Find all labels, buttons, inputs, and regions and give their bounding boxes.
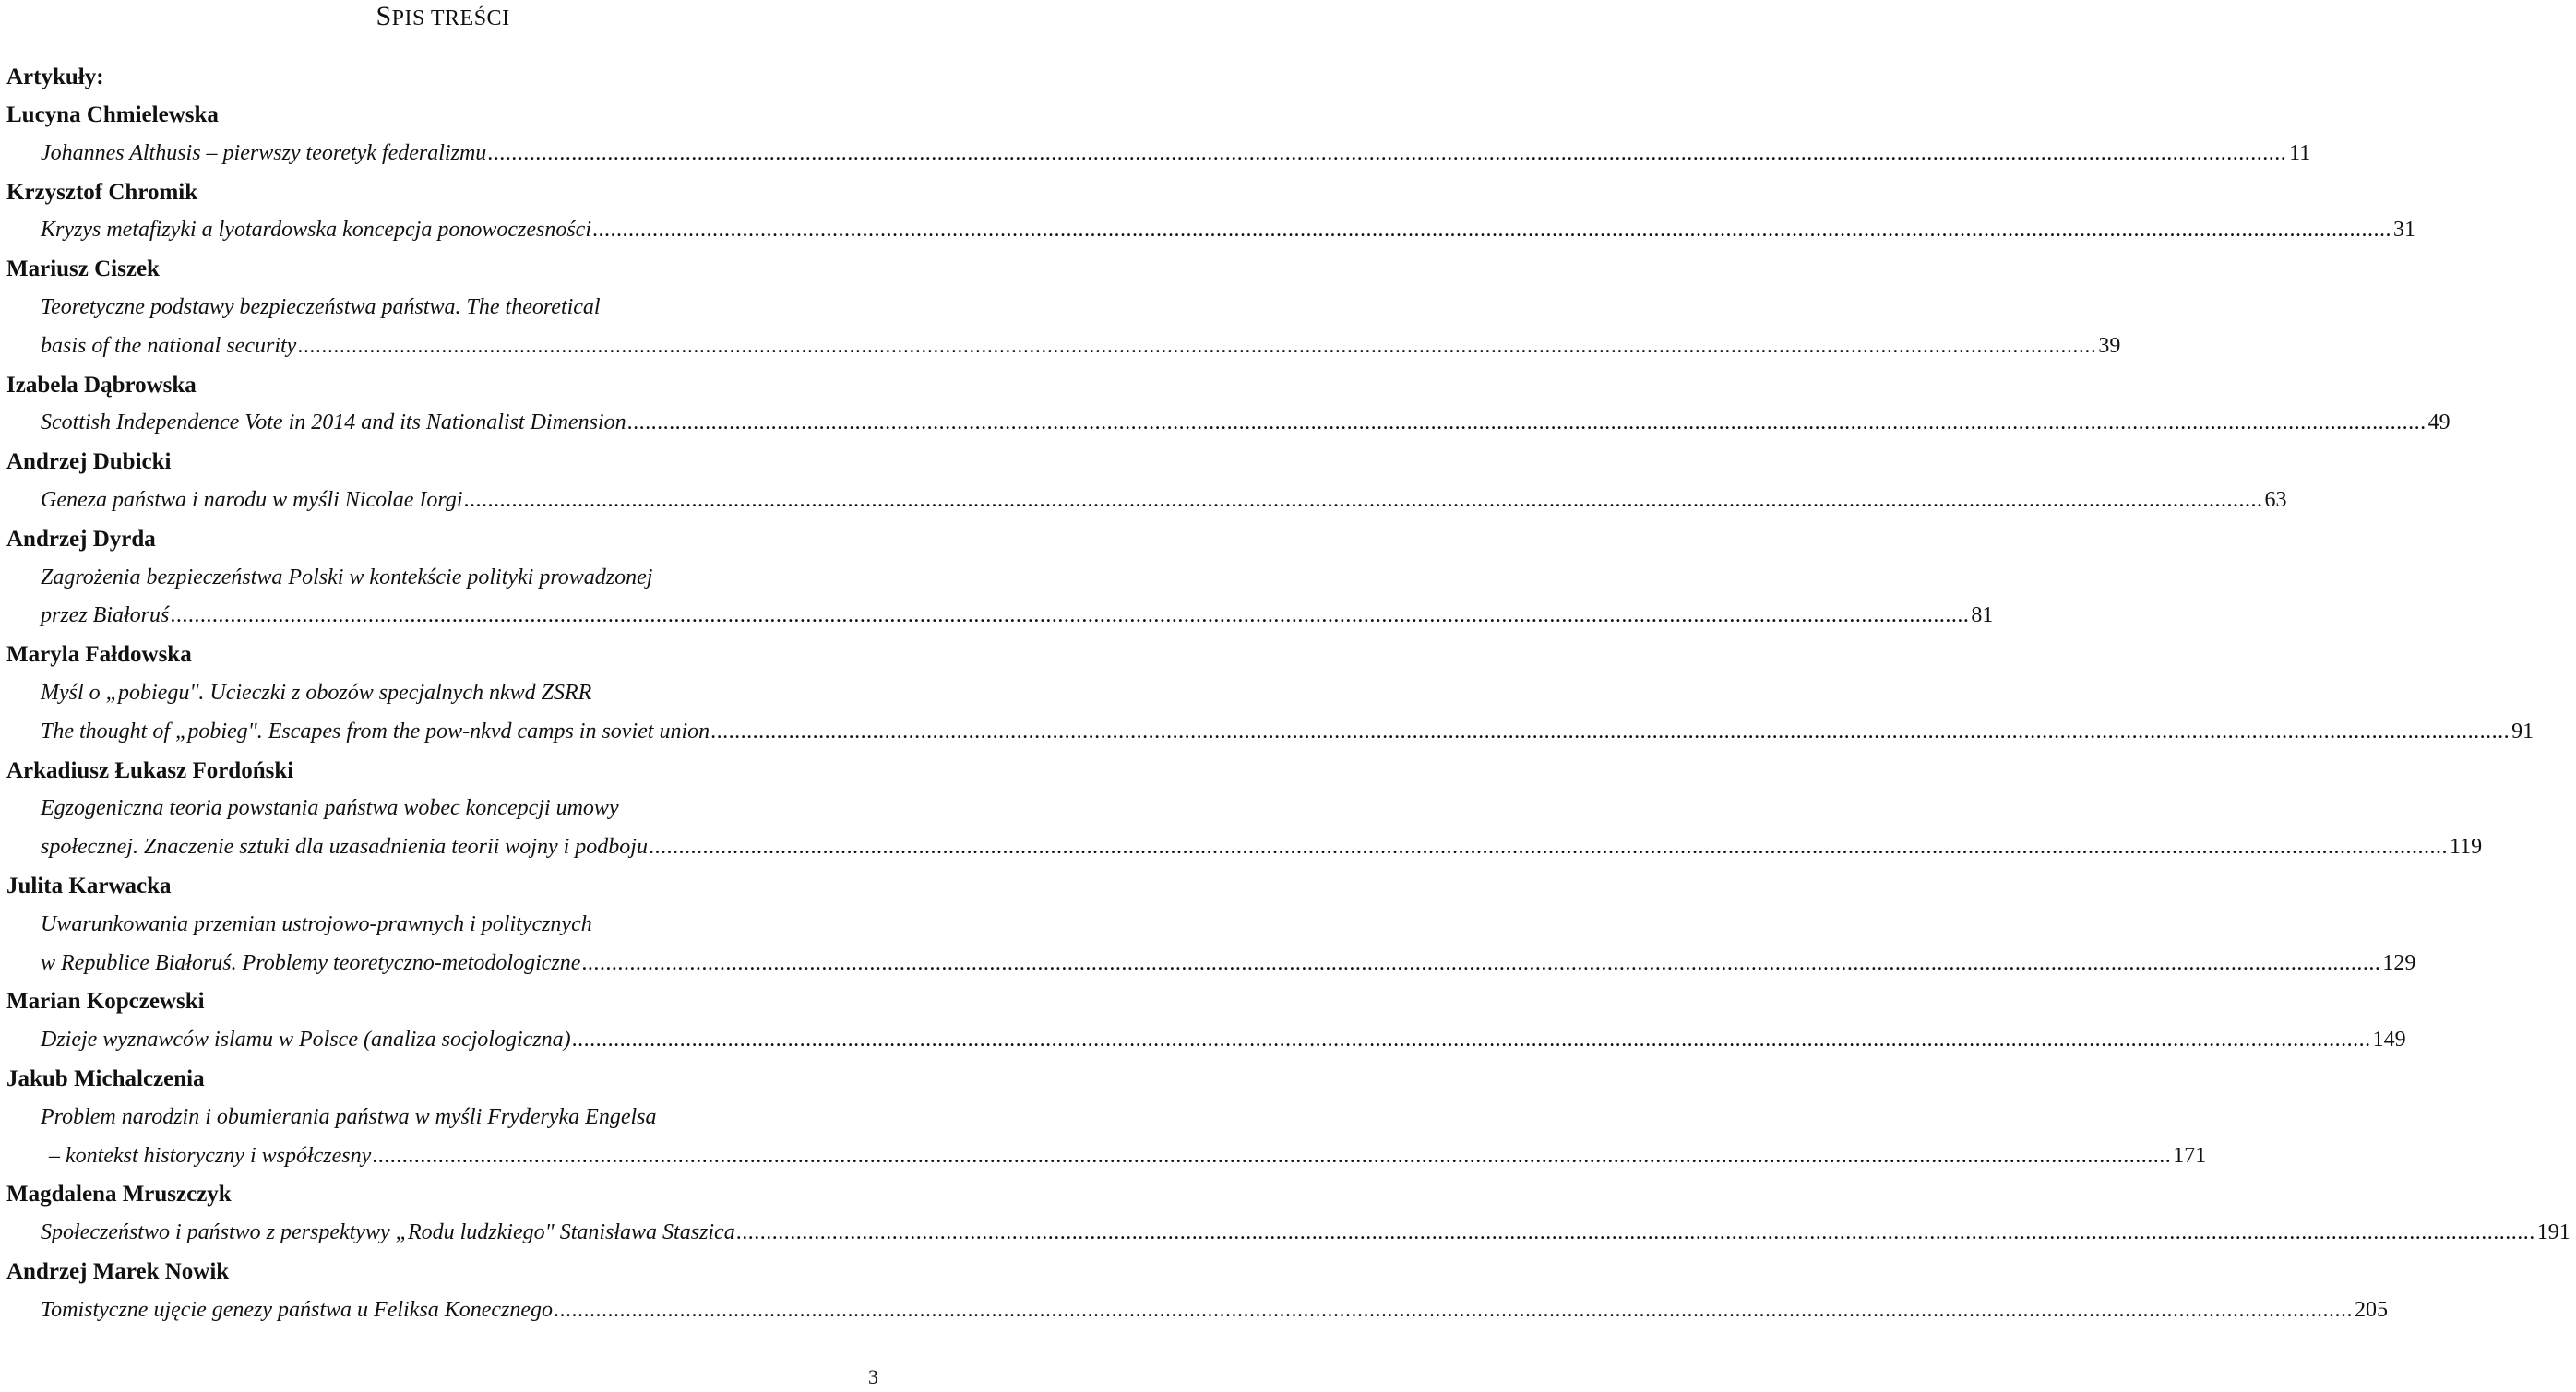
- toc-page-number: 129: [2382, 950, 2416, 975]
- toc-entry-line: [0, 1214, 2570, 1253]
- toc-entry-title: – kontekst historyczny i współczesny: [49, 1143, 372, 1168]
- toc-page-number: 149: [2372, 1028, 2406, 1053]
- toc-entry-line: [0, 327, 2121, 366]
- page-number: 3: [868, 1365, 878, 1388]
- toc-author: Jakub Michalczenia: [6, 1065, 205, 1091]
- toc-entry-title: Tomistyczne ujęcie genezy państwa u Feliksa Konecznego: [41, 1297, 553, 1322]
- toc-entry-title: społecznej. Znaczenie sztuki dla uzasadnienia teorii wojny i podboju: [41, 835, 648, 860]
- toc-page-number: 81: [1971, 603, 1994, 628]
- toc-author: Krzysztof Chromik: [6, 179, 198, 205]
- toc-entry-line: [0, 1099, 886, 1137]
- dot-leader: ............................................................................................................................................................................................................................................................................................................: [571, 1028, 2371, 1053]
- toc-entry-line: [0, 289, 886, 327]
- dot-leader: ............................................................................................................................................................................................................................................................................................................: [487, 140, 2287, 165]
- toc-author: Julita Karwacka: [6, 873, 172, 898]
- toc-entry-line: [0, 828, 2483, 867]
- toc-author: Magdalena Mruszczyk: [6, 1182, 232, 1208]
- toc-entry-line: [0, 1137, 2207, 1176]
- toc-page-number: 171: [2173, 1143, 2207, 1168]
- dot-leader: ............................................................................................................................................................................................................................................................................................................: [554, 1297, 2353, 1322]
- toc-author: Arkadiusz Łukasz Fordoński: [6, 757, 294, 783]
- toc-entry-title: The thought of „pobieg". Escapes from the pow-nkvd camps in soviet union: [41, 719, 710, 744]
- dot-leader: ............................................................................................................................................................................................................................................................................................................: [170, 603, 1970, 628]
- toc-page-number: 63: [2264, 487, 2287, 512]
- toc-entry-line: [0, 404, 2451, 443]
- toc-entry-title: Zagrożenia bezpieczeństwa Polski w kontekście polityki prowadzonej: [41, 565, 653, 589]
- toc-page-number: 119: [2449, 835, 2483, 860]
- toc-entry-title: Teoretyczne podstawy bezpieczeństwa państwa. The theoretical: [41, 294, 601, 319]
- toc-author: Marian Kopczewski: [6, 989, 205, 1015]
- toc-entry-title: Uwarunkowania przemian ustrojowo-prawnych i politycznych: [41, 911, 592, 936]
- toc-entry-line: [0, 1021, 2406, 1060]
- dot-leader: ............................................................................................................................................................................................................................................................................................................: [581, 950, 2381, 975]
- toc-page-number: 31: [2393, 218, 2415, 243]
- toc-author: Andrzej Marek Nowik: [6, 1258, 230, 1284]
- toc-entry-title: Geneza państwa i narodu w myśli Nicolae Iorgi: [41, 487, 463, 512]
- toc-page-number: 49: [2427, 410, 2451, 435]
- dot-leader: ............................................................................................................................................................................................................................................................................................................: [372, 1143, 2172, 1168]
- toc-entry-line: [0, 906, 886, 945]
- toc-entry-title: przez Białoruś: [41, 603, 170, 628]
- toc-author: Andrzej Dyrda: [6, 526, 156, 552]
- toc-entry-title: basis of the national security: [41, 333, 297, 358]
- toc-page-number: 91: [2511, 719, 2534, 744]
- toc-entry-line: [0, 790, 886, 828]
- dot-leader: ............................................................................................................................................................................................................................................................................................................: [648, 835, 2448, 860]
- dot-leader: ............................................................................................................................................................................................................................................................................................................: [710, 719, 2510, 744]
- dot-leader: ............................................................................................................................................................................................................................................................................................................: [592, 218, 2391, 243]
- toc-author: Andrzej Dubicki: [6, 449, 172, 475]
- toc-entry-title: Społeczeństwo i państwo z perspektywy „Rodu ludzkiego" Stanisława Staszica: [41, 1220, 735, 1245]
- toc-entry-line: [0, 1291, 2388, 1330]
- toc-page-number: 11: [2289, 140, 2311, 165]
- toc-entry-line: [0, 597, 1994, 636]
- toc-entry-line: [0, 482, 2287, 520]
- toc-entry-title: Johannes Althusis – pierwszy teoretyk federalizmu: [41, 140, 487, 165]
- section-label: Artykuły:: [6, 65, 104, 89]
- toc-entry-title: Dzieje wyznawców islamu w Polsce (analiza socjologiczna): [41, 1028, 571, 1053]
- toc-entry-line: [0, 945, 2416, 983]
- dot-leader: ............................................................................................................................................................................................................................................................................................................: [626, 410, 2427, 435]
- toc-page-number: 191: [2536, 1220, 2570, 1245]
- toc-entry-title: w Republice Białoruś. Problemy teoretyczno-metodologiczne: [41, 950, 581, 975]
- dot-leader: ............................................................................................................................................................................................................................................................................................................: [297, 333, 2097, 358]
- dot-leader: ............................................................................................................................................................................................................................................................................................................: [735, 1220, 2535, 1245]
- toc-entry-title: Myśl o „pobiegu". Ucieczki z obozów specjalnych nkwd ZSRR: [41, 680, 592, 705]
- toc-entry-title: Egzogeniczna teoria powstania państwa wobec koncepcji umowy: [41, 796, 619, 821]
- dot-leader: ............................................................................................................................................................................................................................................................................................................: [463, 487, 2263, 512]
- toc-author: Maryla Fałdowska: [6, 642, 192, 668]
- toc-author: Mariusz Ciszek: [6, 256, 160, 282]
- toc-entry-line: [0, 559, 886, 598]
- toc-entry-title: Problem narodzin i obumierania państwa w myśli Fryderyka Engelsa: [41, 1104, 657, 1129]
- title-rest: PIS TREŚCI: [391, 6, 510, 30]
- title-initial: S: [376, 1, 392, 31]
- toc-page-number: 39: [2098, 333, 2121, 358]
- toc-entry-title: Scottish Independence Vote in 2014 and its Nationalist Dimension: [41, 410, 626, 435]
- toc-entry-line: [0, 674, 886, 713]
- toc-entry-line: [0, 135, 2311, 173]
- toc-entry-line: [0, 713, 2534, 752]
- page-title: [0, 0, 886, 33]
- toc-page-number: 205: [2355, 1297, 2388, 1322]
- toc-entry-line: [0, 211, 2415, 250]
- toc-entry-title: Kryzys metafizyki a lyotardowska koncepcja ponowoczesności: [41, 218, 591, 243]
- table-of-contents: [0, 96, 2570, 1330]
- toc-author: Lucyna Chmielewska: [6, 102, 219, 127]
- toc-author: Izabela Dąbrowska: [6, 372, 197, 398]
